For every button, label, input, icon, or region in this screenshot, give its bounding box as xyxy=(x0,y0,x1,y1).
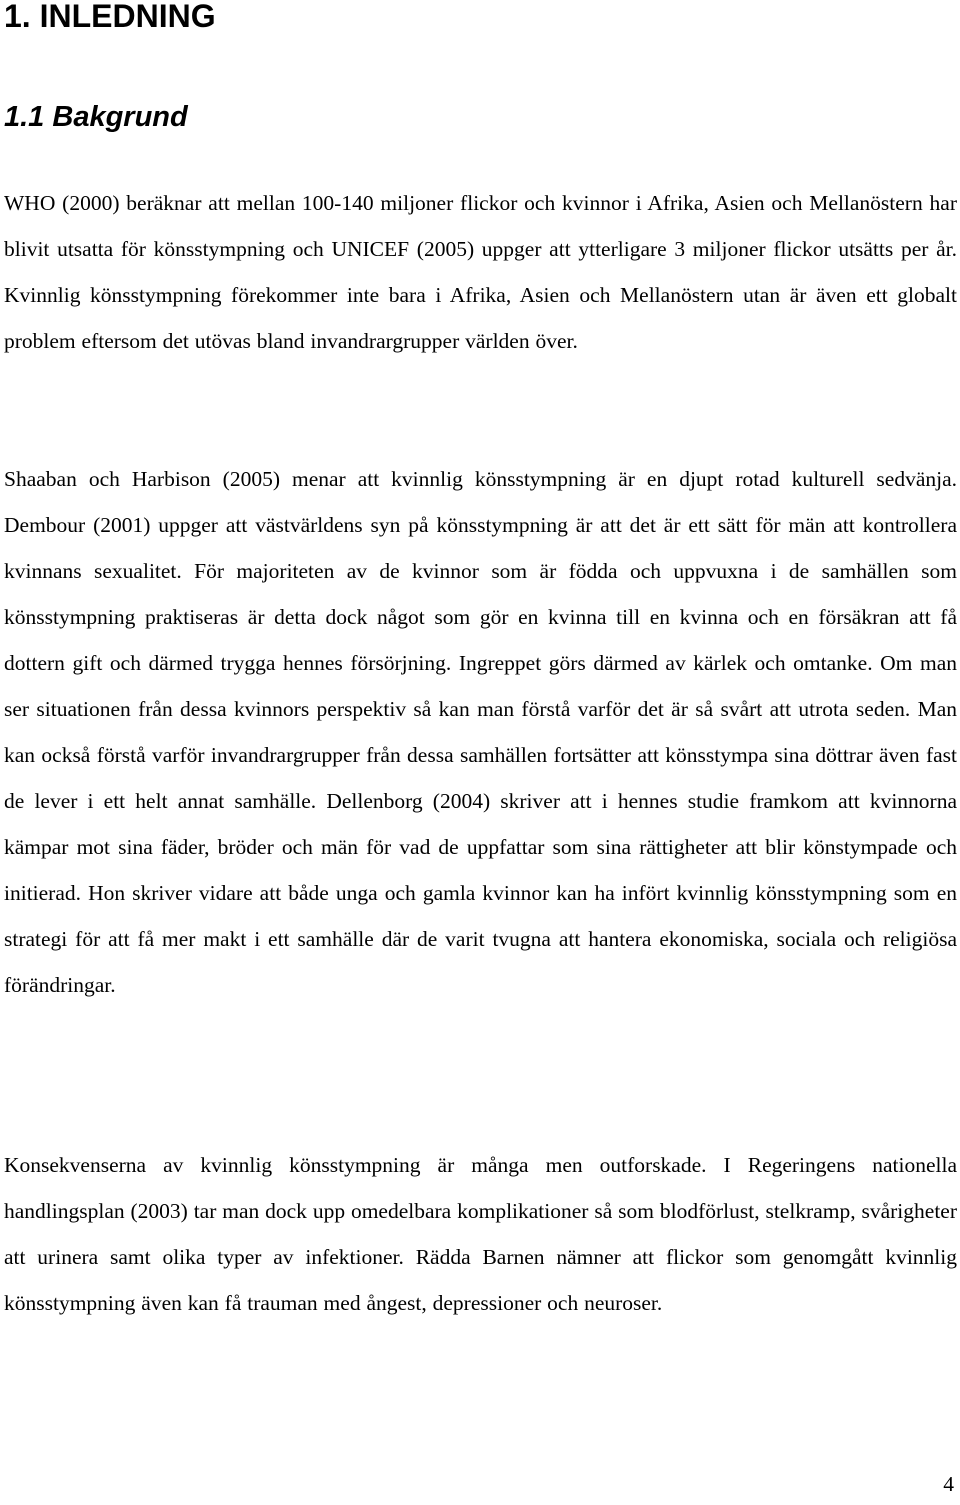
page-number: 4 xyxy=(943,1472,954,1496)
section-heading: 1.1 Bakgrund xyxy=(4,101,188,133)
paragraph-1: WHO (2000) beräknar att mellan 100-140 miljoner flickor och kvinnor i Afrika, Asien och Mellanöstern har blivit utsatta för könsstympning och UNICEF (2005) uppger att ytterligare 3 miljoner flickor utsätts per år. Kvinnlig könsstympning förekommer inte bara i Afrika, Asien och Mellanöstern utan är även ett globalt problem eftersom det utövas bland invandrargrupper världen över. xyxy=(4,191,957,353)
chapter-heading: 1. INLEDNING xyxy=(4,0,216,34)
paragraph-3: Konsekvenserna av kvinnlig könsstympning är många men outforskade. I Regeringens nationella handlingsplan (2003) tar man dock upp omedelbara komplikationer så som blodförlust, stelkramp, svårigheter att urinera samt olika typer av infektioner. Rädda Barnen nämner att flickor som genomgått kvinnlig könsstympning även kan få trauman med ångest, depressioner och neuroser. xyxy=(4,1153,957,1315)
paragraph-2: Shaaban och Harbison (2005) menar att kvinnlig könsstympning är en djupt rotad kulturell sedvänja. Dembour (2001) uppger att västvärldens syn på könsstympning är att det är ett sätt för män att kontrollera kvinnans sexualitet. För majoriteten av de kvinnor som är födda och uppvuxna i de samhällen som könsstympning praktiseras är detta dock något som gör en kvinna till en kvinna och en försäkran att få dottern gift och därmed trygga hennes försörjning. Ingreppet görs därmed av kärlek och omtanke. Om man ser situationen från dessa kvinnors perspektiv så kan man förstå varför det är så svårt att utrota seden. Man kan också förstå varför invandrargrupper från dessa samhällen fortsätter att könsstympa sina döttrar även fast de lever i ett helt annat samhälle. Dellenborg (2004) skriver att i hennes studie framkom att kvinnorna kämpar mot sina fäder, bröder och män för vad de uppfattar som sina rättigheter att blir könstympade och initierad. Hon skriver vidare att både unga och gamla kvinnor kan ha infört kvinnlig könsstympning som en strategi för att få mer makt i ett samhälle där de varit tvugna att hantera ekonomiska, sociala och religiösa förändringar. xyxy=(4,467,957,997)
